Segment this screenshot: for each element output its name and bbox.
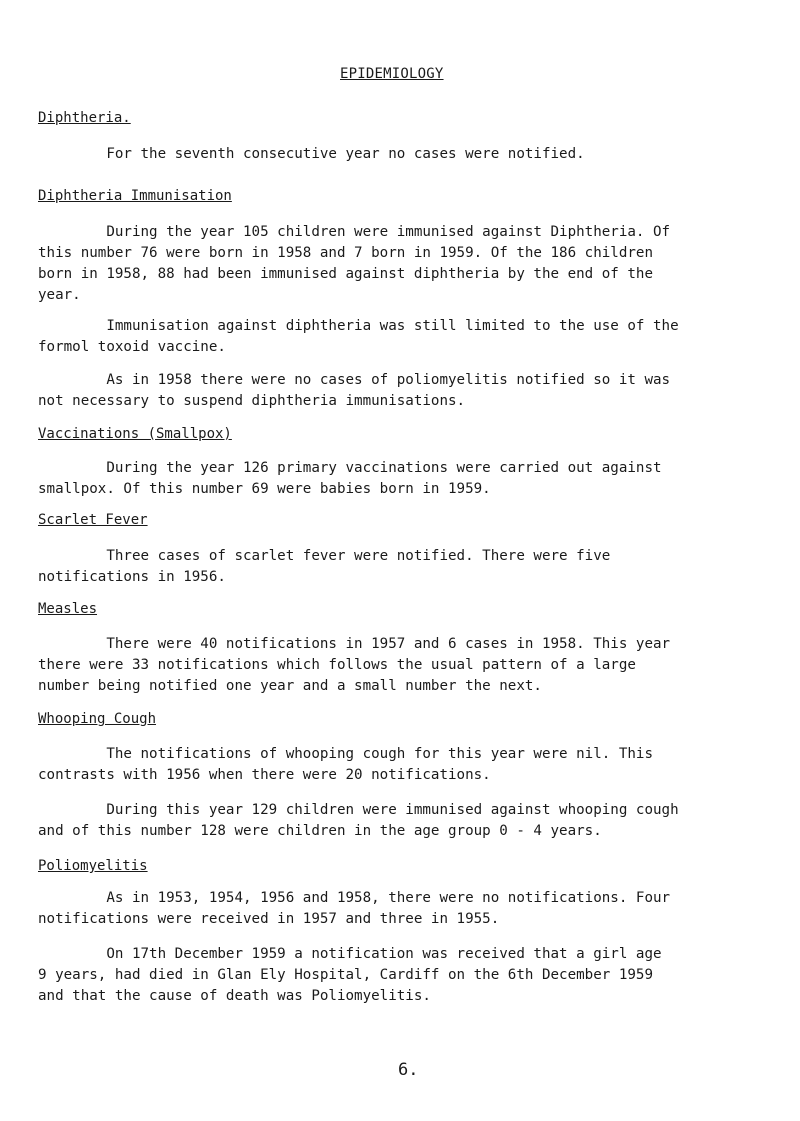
heading-whooping-cough: Whooping Cough (38, 711, 157, 727)
paragraph: During the year 126 primary vaccinations were carried out against smallpox. Of this number 69 were babies born in 1959. (38, 460, 662, 497)
heading-poliomyelitis: Poliomyelitis (38, 858, 148, 874)
heading-scarlet-fever: Scarlet Fever (38, 512, 148, 528)
paragraph: As in 1953, 1954, 1956 and 1958, there were no notifications. Four notifications were received in 1957 and three in 1955. (38, 890, 671, 927)
page-number: 6. (398, 1060, 419, 1080)
page-title: EPIDEMIOLOGY (340, 66, 444, 82)
paragraph: Three cases of scarlet fever were notified. There were five notifications in 1956. (38, 548, 611, 585)
heading-vaccinations-smallpox: Vaccinations (Smallpox) (38, 426, 232, 442)
paragraph: There were 40 notifications in 1957 and 6 cases in 1958. This year there were 33 notifications which follows the usual pattern of a large number being notified one year and a small number the next. (38, 636, 671, 694)
heading-diphtheria: Diphtheria. (38, 110, 131, 126)
paragraph: As in 1958 there were no cases of poliomyelitis notified so it was not necessary to suspend diphtheria immunisations. (38, 372, 671, 409)
paragraph: The notifications of whooping cough for this year were nil. This contrasts with 1956 when there were 20 notifications. (38, 746, 654, 783)
heading-diphtheria-immunisation: Diphtheria Immunisation (38, 188, 232, 204)
paragraph: During the year 105 children were immunised against Diphtheria. Of this number 76 were born in 1958 and 7 born in 1959. Of the 186 children born in 1958, 88 had been immunised against diphtheria by the end of the year. (38, 224, 671, 303)
paragraph: During this year 129 children were immunised against whooping cough and of this number 128 were children in the age group 0 - 4 years. (38, 802, 679, 839)
heading-measles: Measles (38, 601, 98, 617)
paragraph: Immunisation against diphtheria was still limited to the use of the formol toxoid vaccine. (38, 318, 679, 355)
paragraph: For the seventh consecutive year no cases were notified. (38, 146, 585, 162)
paragraph: On 17th December 1959 a notification was received that a girl age 9 years, had died in Glan Ely Hospital, Cardiff on the 6th December 1959 and that the cause of death was Poliomyelitis. (38, 946, 662, 1004)
